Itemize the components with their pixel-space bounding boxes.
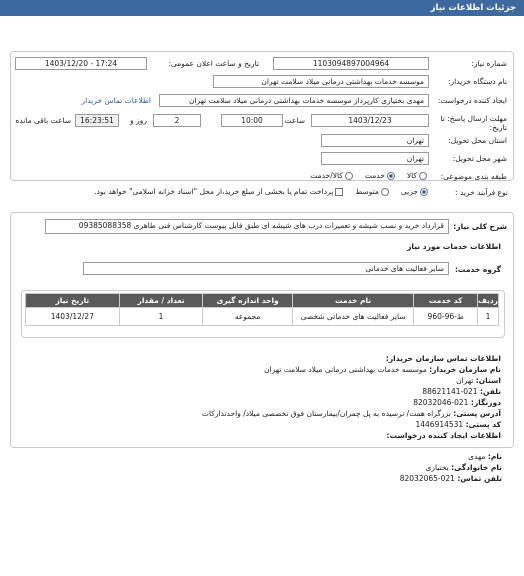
- deadline-time-field: 10:00: [221, 114, 283, 127]
- deadline-time-label: ساعت: [284, 116, 305, 125]
- category-radio-goods-service[interactable]: [345, 172, 353, 180]
- description-label: شرح کلی نیاز:: [453, 222, 507, 231]
- contact-postal: کد پستی: 1446914531: [415, 420, 501, 429]
- category-radio-service[interactable]: [387, 172, 395, 180]
- remaining-time-field: 16:23:51: [75, 114, 119, 127]
- treasury-checkbox[interactable]: [335, 188, 343, 196]
- announce-label: تاریخ و ساعت اعلان عمومی:: [168, 59, 259, 68]
- need-number-label: شماره نیاز:: [471, 59, 507, 68]
- cell-qty: 1: [119, 308, 203, 326]
- table-row: [26, 308, 499, 326]
- process-label: نوع فرآیند خرید :: [454, 188, 508, 197]
- process-option-minor: جزیی: [400, 187, 418, 196]
- description-panel: [10, 212, 514, 448]
- remaining-label: ساعت باقی مانده: [15, 116, 71, 125]
- days-field: 2: [153, 114, 201, 127]
- service-group-label: گروه خدمت:: [454, 265, 501, 274]
- contact-province: استان: تهران: [456, 376, 501, 385]
- creator-label: ایجاد کننده درخواست:: [437, 96, 507, 105]
- province-field: تهران: [321, 134, 429, 147]
- cell-name: سایر فعالیت های خدماتی شخصی: [292, 308, 413, 326]
- contact-address: آدرس پستی: بزرگراه همت/ نرسیده به پل چمران/بیمارستان فوق تخصصی میلاد/ واحدتدارکات: [201, 409, 501, 418]
- contact-phone: تلفن: 021-88621141: [422, 387, 501, 396]
- col-code: کد خدمت: [414, 294, 478, 308]
- services-table-wrap: [21, 290, 505, 338]
- city-label: شهر محل تحویل:: [452, 154, 507, 163]
- category-option-service: خدمت: [364, 171, 385, 180]
- requester-family: نام خانوادگی: بختیاری: [425, 463, 502, 472]
- requester-phone: تلفن تماس: 021-82032065: [399, 474, 502, 483]
- category-option-goods-service: کالا/خدمت: [310, 171, 343, 180]
- deadline-label: مهلت ارسال پاسخ: تا تاریخ:: [440, 114, 507, 132]
- services-table: [25, 293, 499, 326]
- province-label: استان محل تحویل:: [448, 136, 507, 145]
- services-title: اطلاعات خدمات مورد نیاز: [407, 242, 501, 251]
- process-options: [94, 187, 430, 196]
- city-field: تهران: [321, 152, 429, 165]
- buyer-contact-link[interactable]: اطلاعات تماس خریدار: [81, 96, 151, 105]
- page-title: جزئیات اطلاعات نیاز: [430, 3, 516, 13]
- service-group-field: سایر فعالیت های خدماتی: [83, 262, 449, 275]
- process-option-medium: متوسط: [355, 187, 379, 196]
- cell-date: 1403/12/27: [26, 308, 120, 326]
- process-radio-minor[interactable]: [420, 188, 428, 196]
- contact-title: اطلاعات تماس سازمان خریدار:: [385, 354, 501, 363]
- contact-buyer: نام سازمان خریدار: موسسه خدمات بهداشتی درمانی میلاد سلامت تهران: [264, 365, 501, 374]
- buyer-org-label: نام دستگاه خریدار:: [447, 77, 507, 86]
- days-label: روز و: [130, 116, 147, 125]
- category-option-goods: کالا: [406, 171, 417, 180]
- col-name: نام خدمت: [292, 294, 413, 308]
- col-qty: تعداد / مقدار: [119, 294, 203, 308]
- description-field: قرارداد خرید و نصب شیشه و تعمیرات درب های شیشه ای طبق فایل پیوست کارشناس فنی طاهری 09385088358: [45, 219, 449, 234]
- category-label: طبقه بندی موضوعی:: [440, 172, 507, 181]
- announce-field: 1403/12/20 - 17:24: [15, 57, 147, 70]
- category-options: [310, 171, 429, 180]
- cell-code: ط-96-960: [414, 308, 478, 326]
- payment-note: پرداخت تمام یا بخشی از مبلغ خرید،از محل "اسناد خزانه اسلامی" خواهد بود.: [94, 187, 334, 196]
- requester-name: نام: مهدی: [468, 452, 502, 461]
- col-row: ردیف: [478, 294, 499, 308]
- need-info-panel: [10, 51, 514, 181]
- buyer-org-field: موسسه خدمات بهداشتی درمانی میلاد سلامت تهران: [213, 75, 429, 88]
- requester-title: اطلاعات ایجاد کننده درخواست:: [386, 431, 501, 440]
- process-radio-medium[interactable]: [381, 188, 389, 196]
- cell-row: 1: [478, 308, 499, 326]
- creator-field: مهدی بختیاری کارپرداز موسسه خدمات بهداشتی درمانی میلاد سلامت تهران: [159, 94, 429, 107]
- col-unit: واحد اندازه گیری: [203, 294, 293, 308]
- need-number-field: 1103094897004964: [273, 57, 429, 70]
- col-date: تاریخ نیاز: [26, 294, 120, 308]
- cell-unit: مجموعه: [203, 308, 293, 326]
- contact-fax: دورنگار: 021-82032046: [413, 398, 501, 407]
- page-header: [0, 0, 524, 16]
- category-radio-goods[interactable]: [419, 172, 427, 180]
- deadline-date-field: 1403/12/23: [311, 114, 429, 127]
- services-table-header: [26, 294, 499, 308]
